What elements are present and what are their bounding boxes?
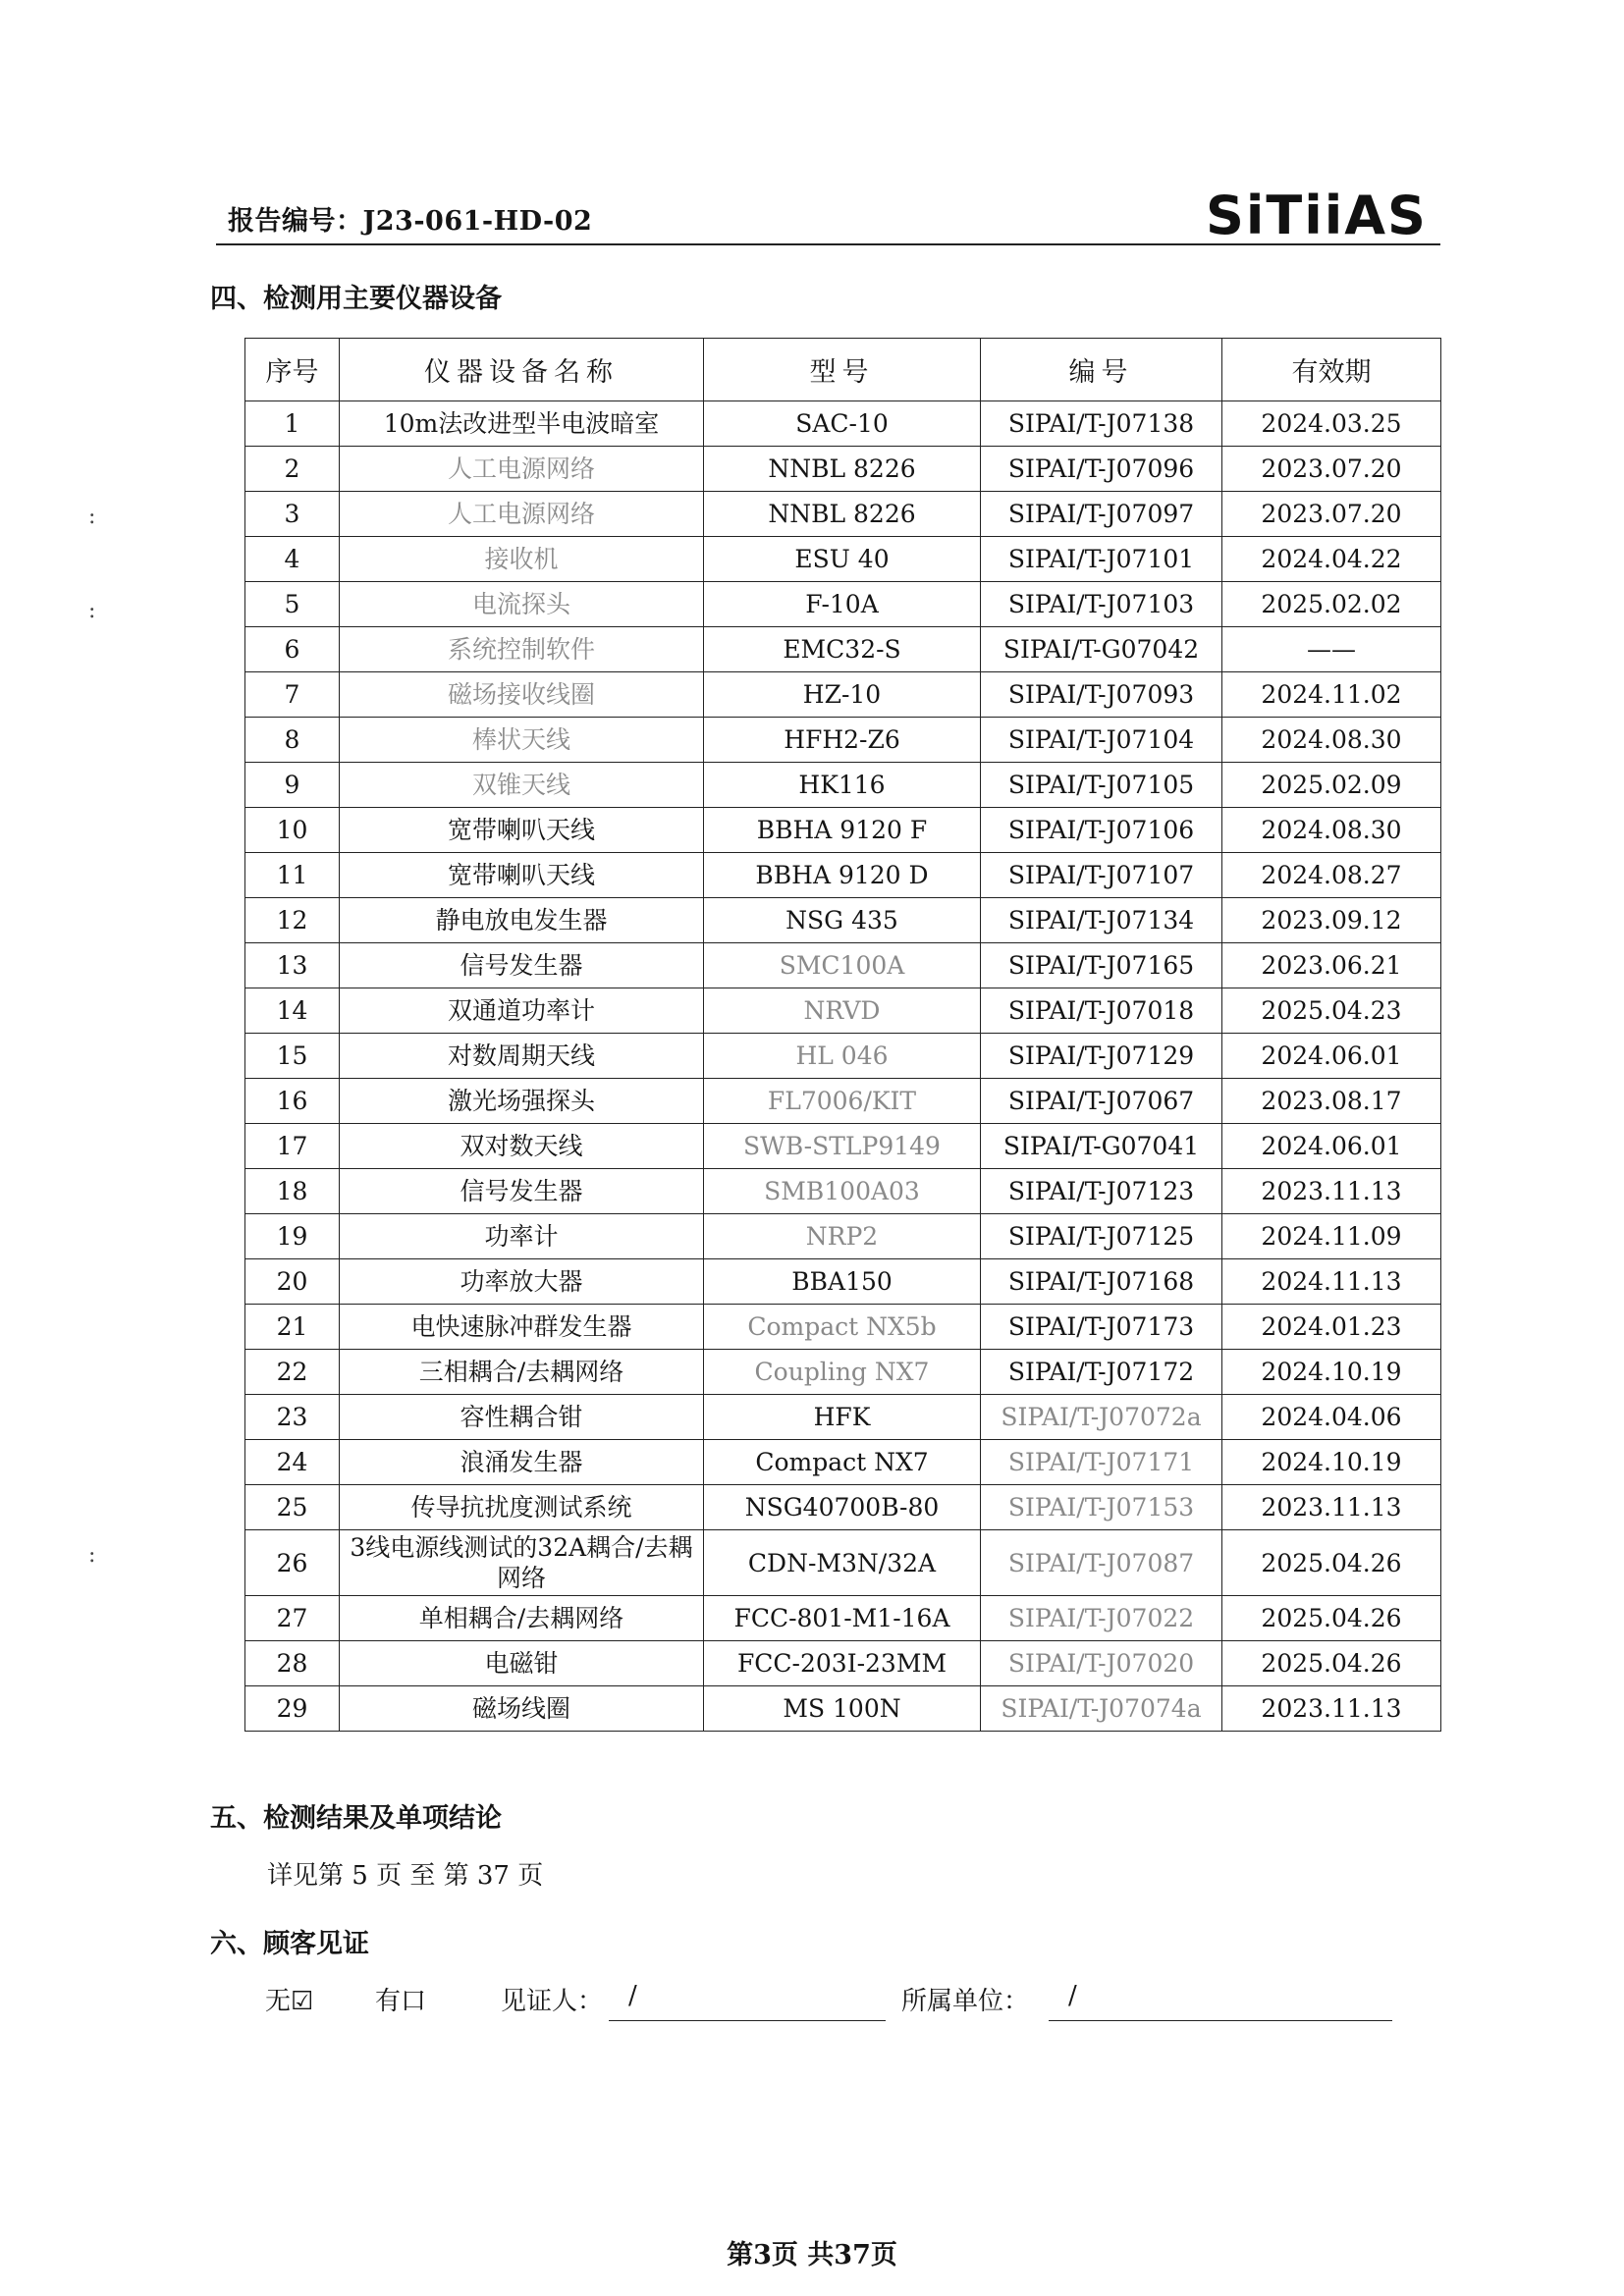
col-header-valid: 有效期 — [1222, 339, 1441, 401]
col-header-no: 序号 — [245, 339, 340, 401]
table-row — [245, 1169, 1441, 1214]
cell-model: BBHA 9120 D — [704, 853, 981, 898]
witness-value: / — [628, 1981, 637, 2010]
cell-id: SIPAI/T-J07134 — [981, 898, 1222, 943]
cell-id: SIPAI/T-J07022 — [981, 1596, 1222, 1641]
cell-name: 功率放大器 — [340, 1259, 704, 1305]
cell-no: 18 — [245, 1169, 340, 1214]
unit-value: / — [1068, 1981, 1077, 2010]
cell-model: Compact NX7 — [704, 1440, 981, 1485]
cell-no: 27 — [245, 1596, 340, 1641]
table-row — [245, 1214, 1441, 1259]
table-row — [245, 401, 1441, 447]
cell-name: 10m法改进型半电波暗室 — [340, 401, 704, 447]
cell-id: SIPAI/T-G07041 — [981, 1124, 1222, 1169]
cell-no: 7 — [245, 672, 340, 718]
cell-valid: 2024.10.19 — [1222, 1440, 1441, 1485]
cell-name: 静电放电发生器 — [340, 898, 704, 943]
cell-model: NRP2 — [704, 1214, 981, 1259]
cell-name: 信号发生器 — [340, 943, 704, 988]
cell-no: 6 — [245, 627, 340, 672]
table-row — [245, 1079, 1441, 1124]
cell-no: 25 — [245, 1485, 340, 1530]
cell-id: SIPAI/T-J07123 — [981, 1169, 1222, 1214]
cell-id: SIPAI/T-J07171 — [981, 1440, 1222, 1485]
table-row — [245, 1485, 1441, 1530]
cell-name: 电磁钳 — [340, 1641, 704, 1686]
cell-model: ESU 40 — [704, 537, 981, 582]
equipment-table — [244, 338, 1441, 1732]
cell-id: SIPAI/T-J07096 — [981, 447, 1222, 492]
cell-valid: 2025.02.02 — [1222, 582, 1441, 627]
cell-model: MS 100N — [704, 1686, 981, 1732]
cell-model: Coupling NX7 — [704, 1350, 981, 1395]
cell-valid: 2023.11.13 — [1222, 1485, 1441, 1530]
cell-name: 激光场强探头 — [340, 1079, 704, 1124]
section-title-results: 五、检测结果及单项结论 — [210, 1803, 502, 1834]
table-row — [245, 1395, 1441, 1440]
cell-id: SIPAI/T-J07138 — [981, 401, 1222, 447]
cell-no: 5 — [245, 582, 340, 627]
cell-id: SIPAI/T-J07104 — [981, 718, 1222, 763]
cell-name: 对数周期天线 — [340, 1034, 704, 1079]
cell-name: 双对数天线 — [340, 1124, 704, 1169]
cell-valid: 2023.09.12 — [1222, 898, 1441, 943]
cell-name: 棒状天线 — [340, 718, 704, 763]
cell-id: SIPAI/T-J07106 — [981, 808, 1222, 853]
cell-model: HK116 — [704, 763, 981, 808]
cell-model: HZ-10 — [704, 672, 981, 718]
table-row — [245, 988, 1441, 1034]
cell-id: SIPAI/T-J07172 — [981, 1350, 1222, 1395]
cell-no: 11 — [245, 853, 340, 898]
table-row — [245, 582, 1441, 627]
binding-mark: : — [88, 1543, 96, 1568]
cell-no: 17 — [245, 1124, 340, 1169]
cell-valid: 2023.07.20 — [1222, 492, 1441, 537]
cell-valid: 2024.03.25 — [1222, 401, 1441, 447]
cell-valid: 2024.11.09 — [1222, 1214, 1441, 1259]
cell-model: HL 046 — [704, 1034, 981, 1079]
cell-id: SIPAI/T-J07105 — [981, 763, 1222, 808]
table-row — [245, 1686, 1441, 1732]
cell-model: Compact NX5b — [704, 1305, 981, 1350]
cell-model: FL7006/KIT — [704, 1079, 981, 1124]
cell-name: 人工电源网络 — [340, 447, 704, 492]
report-number: 报告编号：J23-061-HD-02 — [228, 206, 593, 237]
company-logo: SiTiiAS — [1206, 185, 1428, 246]
cell-no: 23 — [245, 1395, 340, 1440]
cell-model: EMC32-S — [704, 627, 981, 672]
cell-model: CDN-M3N/32A — [704, 1530, 981, 1596]
cell-no: 3 — [245, 492, 340, 537]
cell-name: 人工电源网络 — [340, 492, 704, 537]
cell-name: 磁场线圈 — [340, 1686, 704, 1732]
cell-id: SIPAI/T-J07165 — [981, 943, 1222, 988]
cell-no: 4 — [245, 537, 340, 582]
cell-id: SIPAI/T-J07093 — [981, 672, 1222, 718]
header-divider — [216, 243, 1440, 245]
cell-no: 24 — [245, 1440, 340, 1485]
cell-name: 磁场接收线圈 — [340, 672, 704, 718]
cell-valid: 2025.02.09 — [1222, 763, 1441, 808]
cell-model: HFK — [704, 1395, 981, 1440]
cell-name: 系统控制软件 — [340, 627, 704, 672]
table-row — [245, 1124, 1441, 1169]
table-row — [245, 1596, 1441, 1641]
cell-valid: 2024.08.27 — [1222, 853, 1441, 898]
cell-valid: 2025.04.23 — [1222, 988, 1441, 1034]
cell-no: 21 — [245, 1305, 340, 1350]
cell-name: 宽带喇叭天线 — [340, 853, 704, 898]
cell-no: 2 — [245, 447, 340, 492]
table-row — [245, 1440, 1441, 1485]
table-row — [245, 808, 1441, 853]
section-title-witness: 六、顾客见证 — [210, 1929, 369, 1959]
binding-mark: : — [88, 599, 96, 623]
table-row — [245, 943, 1441, 988]
table-row — [245, 853, 1441, 898]
cell-id: SIPAI/T-J07097 — [981, 492, 1222, 537]
cell-no: 9 — [245, 763, 340, 808]
cell-valid: 2023.11.13 — [1222, 1686, 1441, 1732]
cell-no: 1 — [245, 401, 340, 447]
cell-no: 8 — [245, 718, 340, 763]
cell-valid: 2025.04.26 — [1222, 1641, 1441, 1686]
unit-underline — [1049, 2020, 1392, 2021]
cell-model: BBA150 — [704, 1259, 981, 1305]
cell-model: NRVD — [704, 988, 981, 1034]
table-row — [245, 1259, 1441, 1305]
cell-model: HFH2-Z6 — [704, 718, 981, 763]
cell-model: FCC-801-M1-16A — [704, 1596, 981, 1641]
results-reference: 详见第 5 页 至 第 37 页 — [267, 1861, 544, 1891]
cell-name: 三相耦合/去耦网络 — [340, 1350, 704, 1395]
cell-id: SIPAI/T-J07107 — [981, 853, 1222, 898]
cell-id: SIPAI/T-J07129 — [981, 1034, 1222, 1079]
cell-id: SIPAI/T-J07168 — [981, 1259, 1222, 1305]
cell-id: SIPAI/T-J07067 — [981, 1079, 1222, 1124]
table-row — [245, 1530, 1441, 1596]
cell-valid: 2024.11.02 — [1222, 672, 1441, 718]
cell-no: 22 — [245, 1350, 340, 1395]
cell-valid: 2023.06.21 — [1222, 943, 1441, 988]
cell-model: BBHA 9120 F — [704, 808, 981, 853]
table-row — [245, 718, 1441, 763]
col-header-name: 仪器设备名称 — [340, 339, 704, 401]
cell-name: 浪涌发生器 — [340, 1440, 704, 1485]
cell-model: SAC-10 — [704, 401, 981, 447]
cell-valid: —— — [1222, 627, 1441, 672]
cell-no: 13 — [245, 943, 340, 988]
cell-model: NNBL 8226 — [704, 492, 981, 537]
cell-name: 宽带喇叭天线 — [340, 808, 704, 853]
unit-label: 所属单位： — [901, 1987, 1030, 2016]
cell-valid: 2023.08.17 — [1222, 1079, 1441, 1124]
cell-valid: 2024.08.30 — [1222, 808, 1441, 853]
cell-valid: 2024.04.22 — [1222, 537, 1441, 582]
cell-model: NNBL 8226 — [704, 447, 981, 492]
table-row — [245, 898, 1441, 943]
cell-no: 15 — [245, 1034, 340, 1079]
cell-id: SIPAI/T-J07103 — [981, 582, 1222, 627]
table-row — [245, 537, 1441, 582]
cell-name: 双通道功率计 — [340, 988, 704, 1034]
cell-valid: 2024.06.01 — [1222, 1124, 1441, 1169]
cell-id: SIPAI/T-J07153 — [981, 1485, 1222, 1530]
table-row — [245, 1641, 1441, 1686]
cell-valid: 2023.11.13 — [1222, 1169, 1441, 1214]
cell-valid: 2025.04.26 — [1222, 1596, 1441, 1641]
col-header-model: 型号 — [704, 339, 981, 401]
cell-name: 单相耦合/去耦网络 — [340, 1596, 704, 1641]
cell-name: 双锥天线 — [340, 763, 704, 808]
binding-mark: : — [88, 505, 96, 529]
cell-name: 容性耦合钳 — [340, 1395, 704, 1440]
cell-name: 功率计 — [340, 1214, 704, 1259]
cell-model: SWB-STLP9149 — [704, 1124, 981, 1169]
cell-id: SIPAI/T-J07020 — [981, 1641, 1222, 1686]
table-row — [245, 672, 1441, 718]
section-title-equipment: 四、检测用主要仪器设备 — [210, 284, 502, 314]
table-row — [245, 492, 1441, 537]
cell-no: 26 — [245, 1530, 340, 1596]
table-row — [245, 447, 1441, 492]
cell-valid: 2024.01.23 — [1222, 1305, 1441, 1350]
witness-label: 见证人： — [501, 1987, 604, 2016]
cell-valid: 2024.04.06 — [1222, 1395, 1441, 1440]
cell-name: 接收机 — [340, 537, 704, 582]
cell-valid: 2023.07.20 — [1222, 447, 1441, 492]
cell-name: 信号发生器 — [340, 1169, 704, 1214]
witness-has-checkbox: 有口 — [375, 1987, 427, 2016]
cell-id: SIPAI/T-J07018 — [981, 988, 1222, 1034]
cell-model: F-10A — [704, 582, 981, 627]
cell-model: NSG 435 — [704, 898, 981, 943]
table-row — [245, 627, 1441, 672]
cell-id: SIPAI/T-J07087 — [981, 1530, 1222, 1596]
cell-id: SIPAI/T-J07101 — [981, 537, 1222, 582]
cell-id: SIPAI/T-G07042 — [981, 627, 1222, 672]
cell-valid: 2024.08.30 — [1222, 718, 1441, 763]
cell-no: 19 — [245, 1214, 340, 1259]
cell-id: SIPAI/T-J07125 — [981, 1214, 1222, 1259]
page-footer: 第3页 共37页 — [727, 2240, 897, 2270]
col-header-id: 编号 — [981, 339, 1222, 401]
cell-no: 20 — [245, 1259, 340, 1305]
cell-no: 10 — [245, 808, 340, 853]
table-row — [245, 763, 1441, 808]
cell-no: 12 — [245, 898, 340, 943]
cell-id: SIPAI/T-J07072a — [981, 1395, 1222, 1440]
witness-underline — [609, 2020, 886, 2021]
cell-no: 14 — [245, 988, 340, 1034]
cell-valid: 2025.04.26 — [1222, 1530, 1441, 1596]
witness-none-checkbox: 无☑ — [265, 1987, 314, 2016]
cell-model: FCC-203I-23MM — [704, 1641, 981, 1686]
cell-no: 28 — [245, 1641, 340, 1686]
cell-no: 29 — [245, 1686, 340, 1732]
cell-name: 电快速脉冲群发生器 — [340, 1305, 704, 1350]
table-row — [245, 1350, 1441, 1395]
cell-id: SIPAI/T-J07173 — [981, 1305, 1222, 1350]
cell-name: 3线电源线测试的32A耦合/去耦网络 — [340, 1530, 704, 1596]
cell-no: 16 — [245, 1079, 340, 1124]
cell-model: NSG40700B-80 — [704, 1485, 981, 1530]
table-header-row — [245, 339, 1441, 401]
cell-id: SIPAI/T-J07074a — [981, 1686, 1222, 1732]
cell-model: SMC100A — [704, 943, 981, 988]
cell-valid: 2024.10.19 — [1222, 1350, 1441, 1395]
cell-model: SMB100A03 — [704, 1169, 981, 1214]
table-row — [245, 1305, 1441, 1350]
cell-valid: 2024.06.01 — [1222, 1034, 1441, 1079]
table-row — [245, 1034, 1441, 1079]
cell-valid: 2024.11.13 — [1222, 1259, 1441, 1305]
cell-name: 电流探头 — [340, 582, 704, 627]
cell-name: 传导抗扰度测试系统 — [340, 1485, 704, 1530]
